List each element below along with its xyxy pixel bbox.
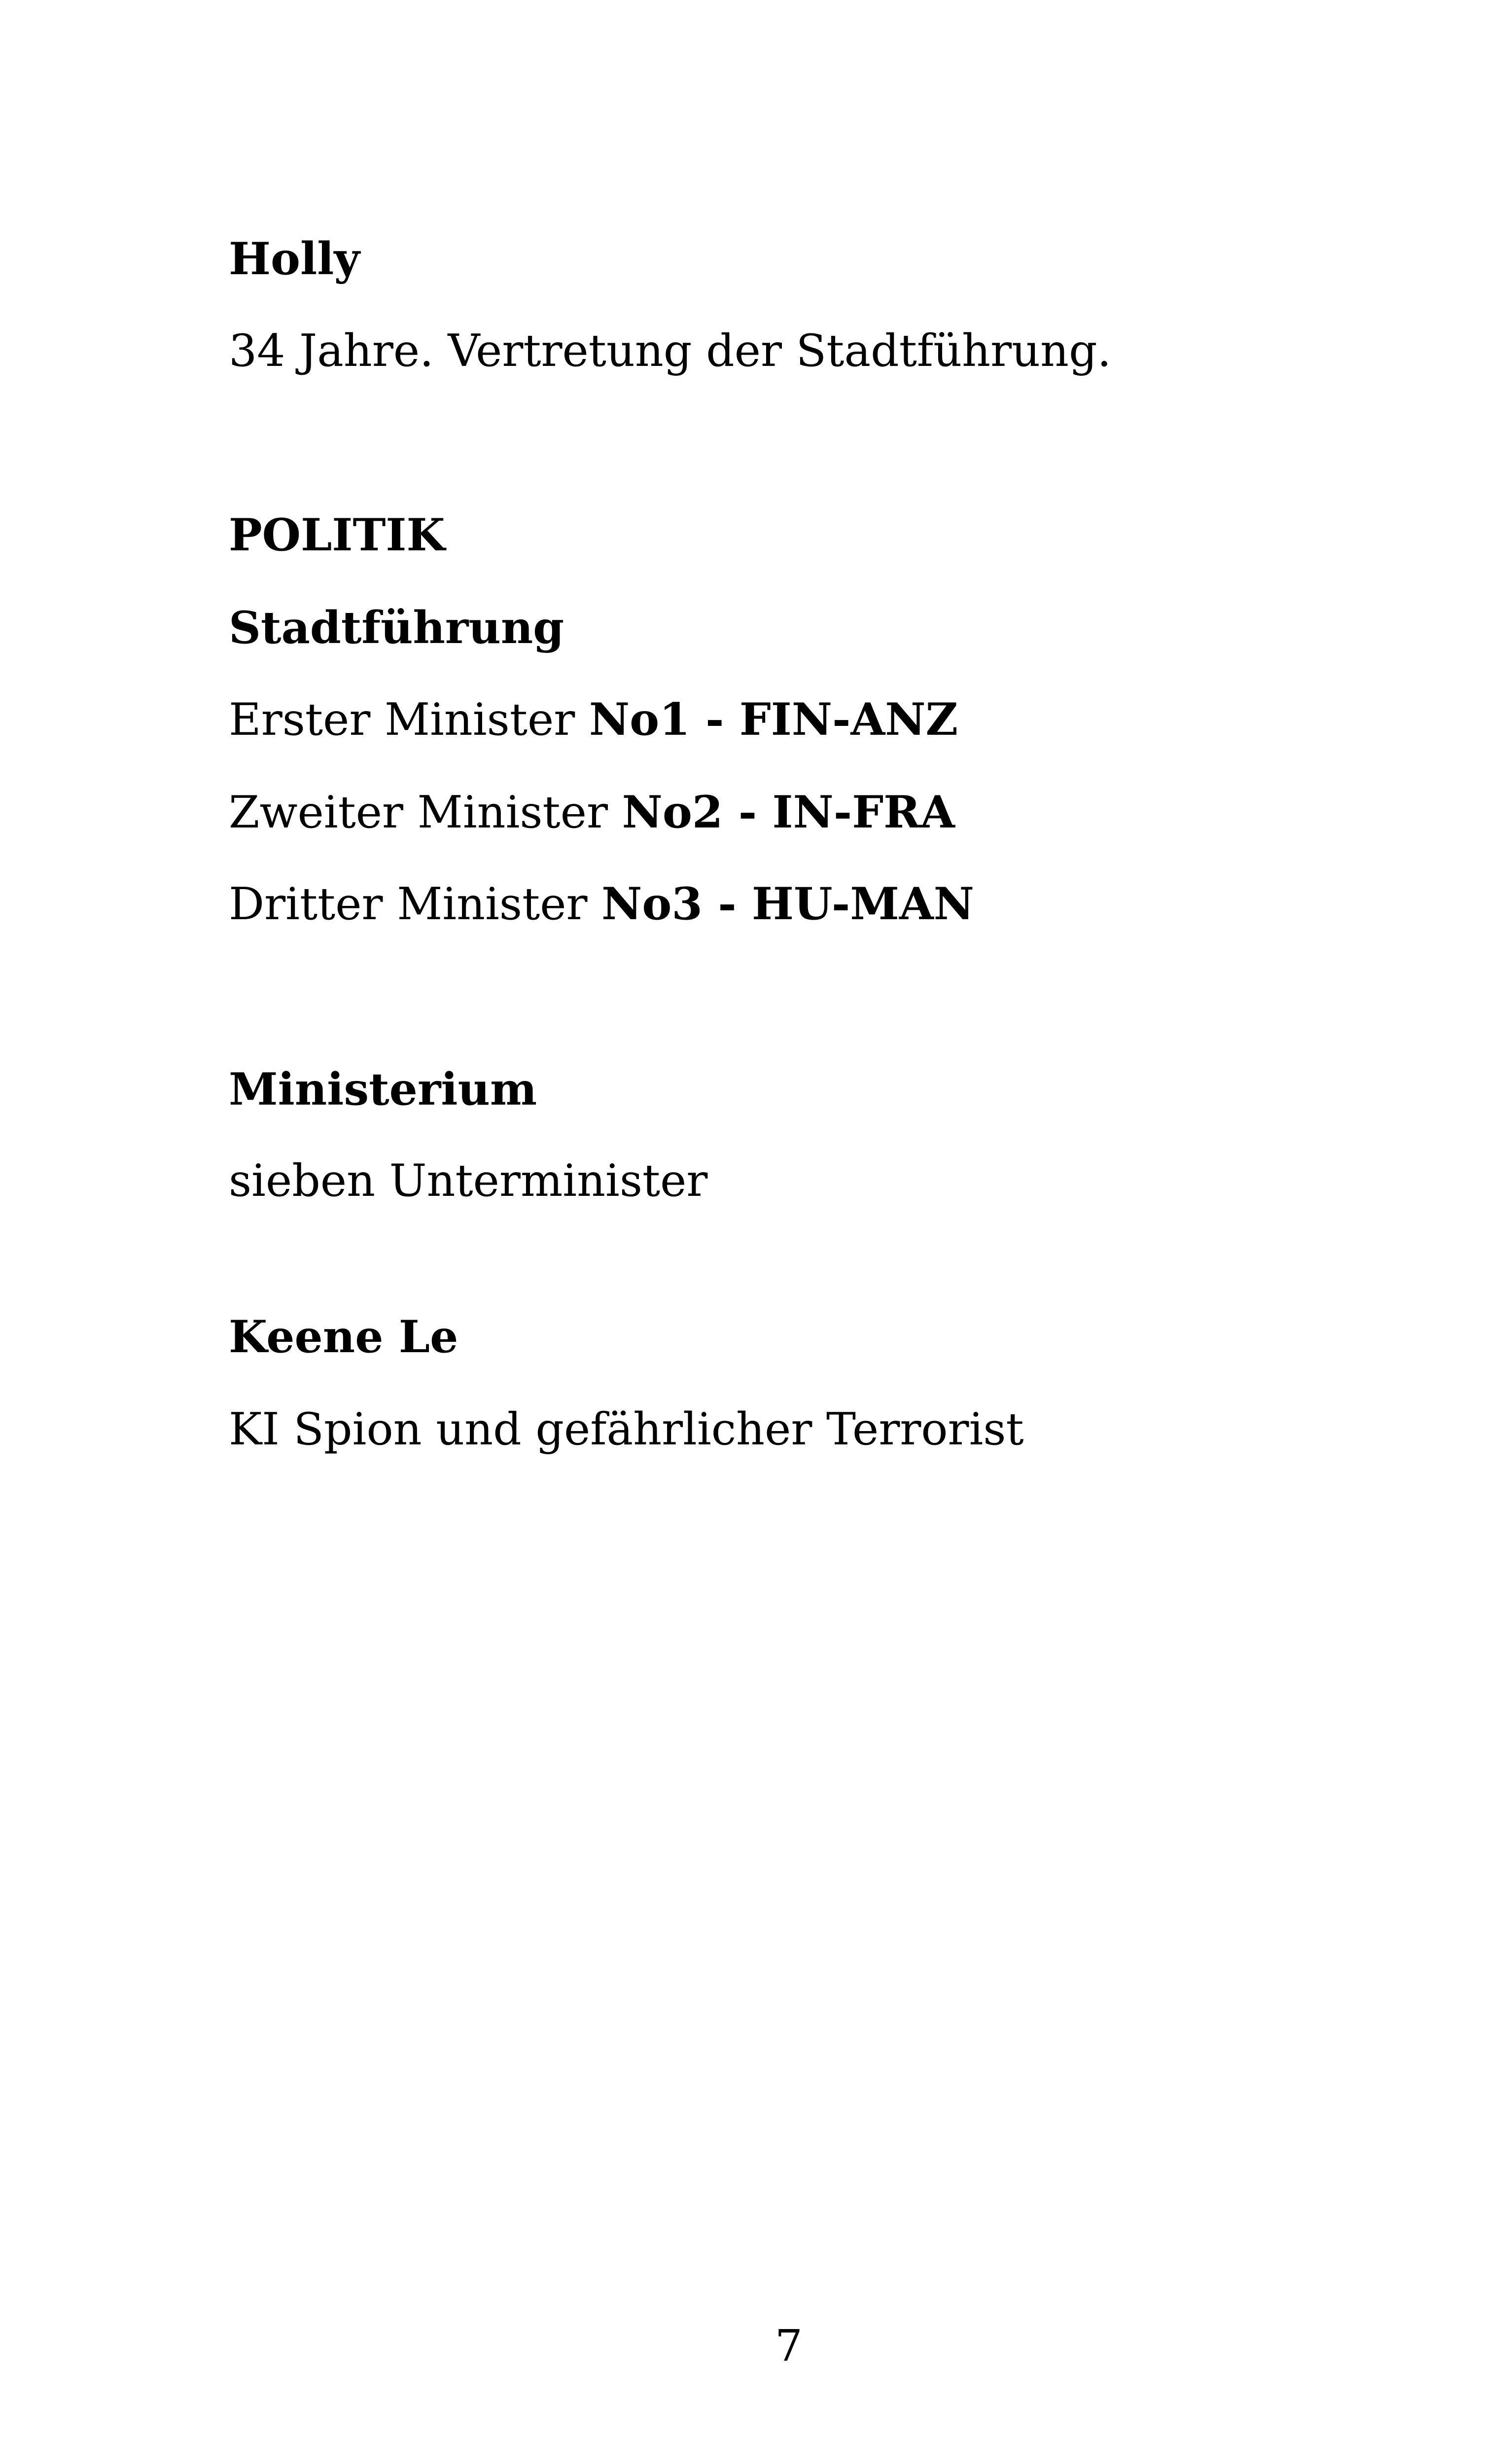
minister-line-2 <box>229 785 955 840</box>
holly-name: Holly <box>229 233 360 285</box>
minister-role: Erster Minister <box>229 694 575 746</box>
ministerium-heading: Ministerium <box>229 1063 537 1115</box>
keene-le-name: Keene Le <box>229 1311 458 1363</box>
stadtfuehrung-heading: Stadtführung <box>229 602 564 654</box>
minister-line-3 <box>229 877 974 932</box>
minister-line-1 <box>229 692 958 747</box>
keene-le-description: KI Spion und gefährlicher Terrorist <box>229 1403 1024 1455</box>
politik-heading: POLITIK <box>229 509 445 561</box>
minister-role: Zweiter Minister <box>229 787 608 838</box>
ministerium-text: sieben Unterminister <box>229 1155 708 1207</box>
minister-code: No2 - IN-FRA <box>622 786 955 838</box>
page-number: 7 <box>775 2320 803 2371</box>
minister-code: No1 - FIN-ANZ <box>589 693 958 746</box>
minister-role: Dritter Minister <box>229 878 588 930</box>
minister-code: No3 - HU-MAN <box>601 878 975 930</box>
holly-description: 34 Jahre. Vertretung der Stadtführung. <box>229 325 1112 377</box>
